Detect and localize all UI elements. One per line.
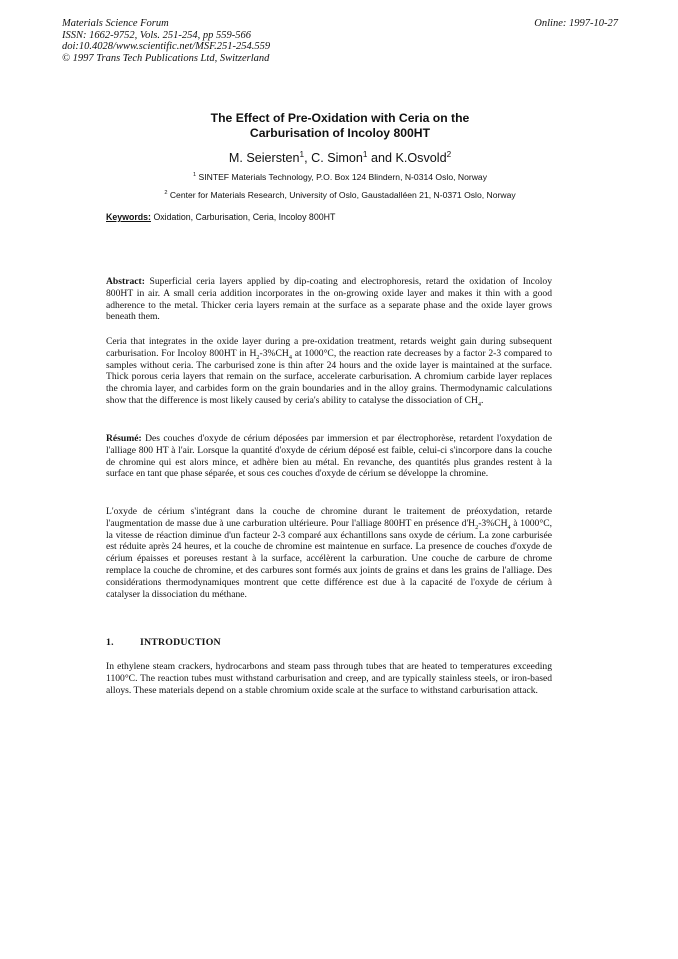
affiliation-text: SINTEF Materials Technology, P.O. Box 124 Blindern, N-0314 Oslo, Norway (198, 172, 487, 182)
paper-title (62, 111, 618, 141)
subscript: 4 (507, 523, 511, 531)
affiliation-1 (62, 172, 618, 182)
keywords (106, 212, 335, 222)
subscript: 2 (475, 523, 479, 531)
author-affiliation-mark: 1 (362, 149, 368, 159)
section-title: INTRODUCTION (140, 637, 221, 648)
subscript: 4 (288, 353, 292, 361)
subscript: 2 (256, 353, 260, 361)
title-line-1: The Effect of Pre-Oxidation with Ceria on the (210, 111, 470, 125)
abstract-text-2c: at 1000°C, the reaction rate decreases by a factor 2-3 compared to samples without ceria. The carburised zone is thin after 24 hours and the oxide layer is maintained at the surface. Thick porous ceria layers that remain on the surface, accelerate carburisation. A chromium carbide layer replaces the chromia layer, and carbides form on the grain boundaries and in the alloy grains. Thermodynamic calculations show that the difference is most likely caused by ceria's ability to catalyse the dissociation of CH (106, 347, 552, 406)
online-date: Online: 1997-10-27 (534, 18, 618, 29)
affiliation-text: Center for Materials Research, University of Oslo, Gaustadalléen 21, N-0371 Oslo, Norway (169, 190, 516, 200)
resume-label: Résumé: (106, 433, 142, 444)
abstract-text-2d: . (481, 394, 484, 406)
abstract-text-1: Superficial ceria layers applied by dip-coating and electrophoresis, retard the oxidation of Incoloy 800HT in air. A small ceria addition incorporates in the on-growing oxide layer and makes it thin with a good adherence to the metal. Thicker ceria layers remain at the surface as a separate phase and the oxide layer grows beneath them. (106, 276, 552, 323)
keywords-label: Keywords: (106, 212, 151, 222)
subscript: 4 (477, 400, 482, 408)
introduction-paragraph: In ethylene steam crackers, hydrocarbons and steam pass through tubes that are heated to temperatures exceeding 1100°C. The reaction tubes must withstand carburisation and creep, and are typically stainless steels, or iron-based alloys. These materials depend on a stable chromium oxide scale at the surface to withstand carburisation attack. (106, 661, 552, 696)
affiliation-mark: 2 (164, 190, 168, 197)
resume-text-2b: -3%CH (478, 517, 508, 529)
abstract-label: Abstract: (106, 276, 145, 287)
issn-line: ISSN: 1662-9752, Vols. 251-254, pp 559-566 (62, 29, 251, 41)
section-number: 1. (106, 637, 114, 648)
journal-name: Materials Science Forum (62, 18, 169, 29)
doi-line: doi:10.4028/www.scientific.net/MSF.251-254.559 (62, 41, 271, 52)
author-list (62, 151, 618, 165)
copyright-line: © 1997 Trans Tech Publications Ltd, Switzerland (62, 52, 270, 64)
section-heading (106, 637, 221, 648)
author-affiliation-mark: 2 (446, 149, 452, 159)
author-name: M. Seiersten (228, 151, 300, 165)
title-line-2: Carburisation of Incoloy 800HT (249, 126, 431, 140)
abstract-paragraph-1 (106, 276, 552, 323)
keywords-text: Oxidation, Carburisation, Ceria, Incoloy 800HT (153, 212, 336, 222)
author-name: C. Simon (311, 151, 363, 165)
abstract-text-2a: Ceria that integrates in the oxide layer during a pre-oxidation treatment, retards weight gain during subsequent carburisation. For Incoloy 800HT in H (106, 336, 552, 359)
abstract-paragraph-2 (106, 336, 552, 407)
running-header (62, 18, 618, 64)
author-affiliation-mark: 1 (299, 149, 305, 159)
author-separator: , (304, 151, 312, 165)
author-name: K.Osvold (395, 151, 447, 165)
abstract-text-2b: -3%CH (259, 347, 289, 359)
resume-paragraph-2 (106, 506, 552, 600)
affiliation-mark: 1 (193, 172, 197, 179)
resume-text-2a: L'oxyde de cérium s'intégrant dans la couche de chromine durant le traitement de préoxydation, retarde l'augmentation de masse due à une carburation ultérieure. Pour l'alliage 800HT en présence d'H (106, 506, 552, 529)
affiliation-2 (62, 190, 618, 200)
resume-paragraph-1 (106, 433, 552, 480)
resume-text-1: Des couches d'oxyde de cérium déposées par immersion et par électrophorèse, retardent l'oxydation de l'alliage 800 HT à l'air. Lorsque la quantité d'oxyde de cérium déposé est faible, celui-ci s'incorpore dans la couche de chromine qui est alors mince, et adhère bien au métal. En revanche, des quantités plus grandes restent à la surface en tant que phase séparée, et sous ces couches d'oxyde de cérium se développe la chromine. (106, 433, 552, 480)
resume-text-2c: à 1000°C, la vitesse de réaction diminue d'un facteur 2-3 comparé aux échantillons sans oxyde de cérium. La zone carburisée est réduite après 24 heures, et la couche de chromine est maintenue en surface. La presence de couches d'oxyde de cérium épaisses et poreuses restant à la surface, accélèrent la carburation. Une couche de carbure de chrome remplace la couche de chromine, et des carbures sont formés aux joints de grains et dans les grains de l'alliage. Des considérations thermodynamiques montrent que cette différence est due à la capacité de l'oxyde de cérium à catalyser la dissociation du méthane. (106, 517, 552, 600)
author-separator: and (367, 151, 396, 165)
